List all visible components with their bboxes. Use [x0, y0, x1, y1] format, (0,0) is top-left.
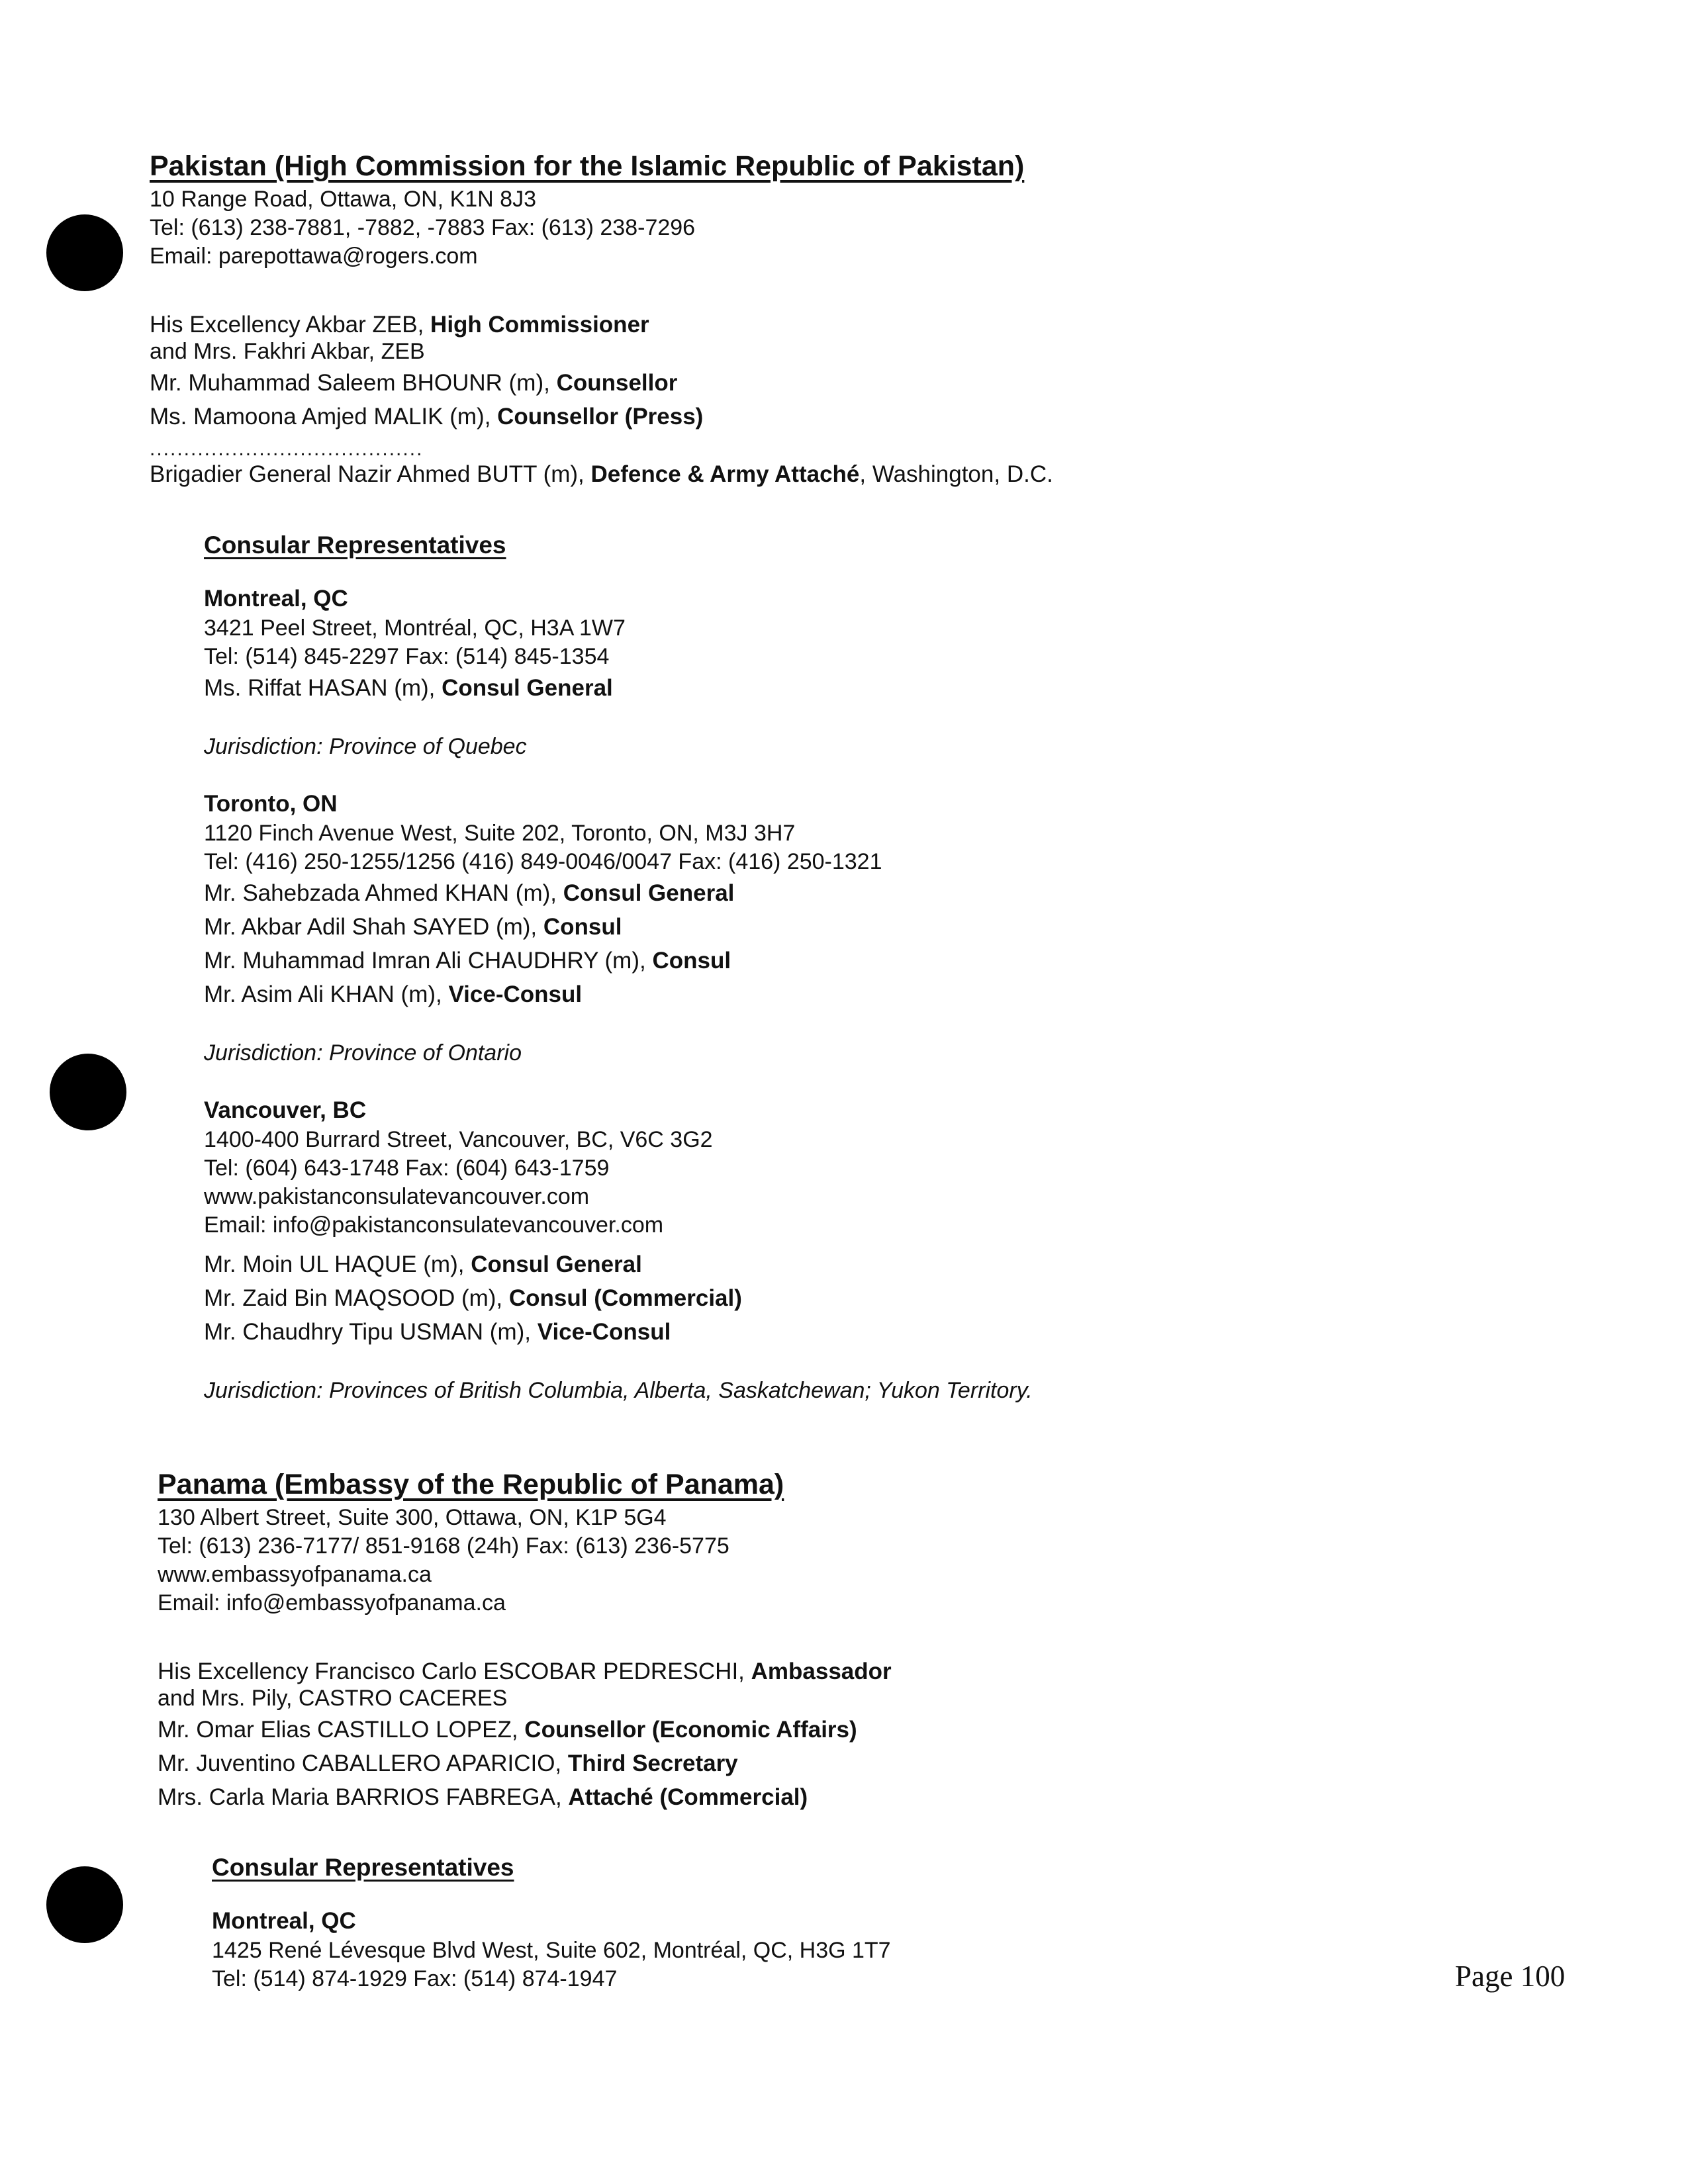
- pakistan-consular-section: [204, 529, 1033, 1405]
- office-phone: Tel: (514) 874-1929 Fax: (514) 874-1947: [212, 1966, 618, 1992]
- office-address: 1400-400 Burrard Street, Vancouver, BC, V6C 3G2: [204, 1127, 713, 1153]
- pakistan-section: [150, 150, 1053, 491]
- staff-entry: Mr. Moin UL HAQUE (m), Consul General: [204, 1251, 642, 1278]
- panama-email: Email: info@embassyofpanama.ca: [158, 1590, 506, 1615]
- binder-hole-middle: [50, 1054, 126, 1130]
- consular-heading: Consular Representatives: [212, 1854, 514, 1881]
- jurisdiction-note: Jurisdiction: Province of Ontario: [204, 1040, 522, 1066]
- office-email: Email: info@pakistanconsulatevancouver.com: [204, 1212, 664, 1238]
- staff-entry: Mr. Sahebzada Ahmed KHAN (m), Consul General: [204, 880, 735, 907]
- panama-heading: Panama (Embassy of the Republic of Panama): [158, 1469, 784, 1500]
- panama-section: [158, 1468, 892, 1814]
- page-number: Page 100: [1455, 1960, 1566, 1993]
- staff-entry: Mr. Akbar Adil Shah SAYED (m), Consul: [204, 914, 622, 940]
- pakistan-address: 10 Range Road, Ottawa, ON, K1N 8J3: [150, 186, 536, 212]
- staff-entry: Mr. Chaudhry Tipu USMAN (m), Vice-Consul: [204, 1319, 671, 1345]
- staff-entry: Ms. Riffat HASAN (m), Consul General: [204, 675, 613, 702]
- staff-entry: Mr. Asim Ali KHAN (m), Vice-Consul: [204, 981, 583, 1008]
- office-phone: Tel: (514) 845-2297 Fax: (514) 845-1354: [204, 644, 610, 670]
- panama-consular-section: [212, 1852, 891, 1993]
- pakistan-heading: Pakistan (High Commission for the Islamic Republic of Pakistan): [150, 150, 1025, 182]
- staff-entry: His Excellency Akbar ZEB, High Commissioner: [150, 311, 649, 338]
- pakistan-phone: Tel: (613) 238-7881, -7882, -7883 Fax: (613) 238-7296: [150, 214, 696, 240]
- binder-hole-top: [46, 214, 123, 291]
- panama-phone: Tel: (613) 236-7177/ 851-9168 (24h) Fax: (613) 236-5775: [158, 1533, 729, 1559]
- staff-entry: Mr. Muhammad Saleem BHOUNR (m), Counsellor: [150, 369, 678, 396]
- office-address: 1120 Finch Avenue West, Suite 202, Toronto, ON, M3J 3H7: [204, 821, 796, 846]
- jurisdiction-note: Jurisdiction: Province of Quebec: [204, 734, 527, 760]
- office-address: 1425 René Lévesque Blvd West, Suite 602, Montréal, QC, H3G 1T7: [212, 1938, 891, 1964]
- staff-entry: Mrs. Carla Maria BARRIOS FABREGA, Attaché (Commercial): [158, 1784, 808, 1810]
- office-address: 3421 Peel Street, Montréal, QC, H3A 1W7: [204, 615, 626, 641]
- panama-address: 130 Albert Street, Suite 300, Ottawa, ON, K1P 5G4: [158, 1504, 667, 1530]
- staff-entry: Mr. Zaid Bin MAQSOOD (m), Consul (Commercial): [204, 1285, 742, 1312]
- staff-entry: and Mrs. Pily, CASTRO CACERES: [158, 1685, 508, 1711]
- office-city: Toronto, ON: [204, 791, 338, 817]
- office-city: Montreal, QC: [204, 586, 348, 612]
- office-city: Montreal, QC: [212, 1908, 356, 1934]
- consular-heading: Consular Representatives: [204, 531, 506, 559]
- pakistan-email: Email: parepottawa@rogers.com: [150, 243, 478, 269]
- office-phone: Tel: (604) 643-1748 Fax: (604) 643-1759: [204, 1156, 610, 1181]
- office-phone: Tel: (416) 250-1255/1256 (416) 849-0046/0047 Fax: (416) 250-1321: [204, 849, 882, 875]
- jurisdiction-note: Jurisdiction: Provinces of British Columbia, Alberta, Saskatchewan; Yukon Territory.: [204, 1378, 1033, 1404]
- office-website: www.pakistanconsulatevancouver.com: [204, 1184, 590, 1210]
- staff-entry: Mr. Juventino CABALLERO APARICIO, Third Secretary: [158, 1750, 738, 1776]
- staff-entry: His Excellency Francisco Carlo ESCOBAR PEDRESCHI, Ambassador: [158, 1658, 892, 1684]
- panama-website: www.embassyofpanama.ca: [158, 1561, 432, 1587]
- defence-attache-entry: Brigadier General Nazir Ahmed BUTT (m), Defence & Army Attaché, Washington, D.C.: [150, 461, 1053, 487]
- staff-entry: Mr. Muhammad Imran Ali CHAUDHRY (m), Consul: [204, 948, 731, 974]
- office-city: Vancouver, BC: [204, 1097, 367, 1124]
- binder-hole-bottom: [46, 1866, 123, 1943]
- dotted-separator: ........................................: [150, 437, 424, 460]
- staff-entry: and Mrs. Fakhri Akbar, ZEB: [150, 338, 425, 364]
- staff-entry: Mr. Omar Elias CASTILLO LOPEZ, Counsellor (Economic Affairs): [158, 1716, 857, 1743]
- staff-entry: Ms. Mamoona Amjed MALIK (m), Counsellor (Press): [150, 403, 704, 430]
